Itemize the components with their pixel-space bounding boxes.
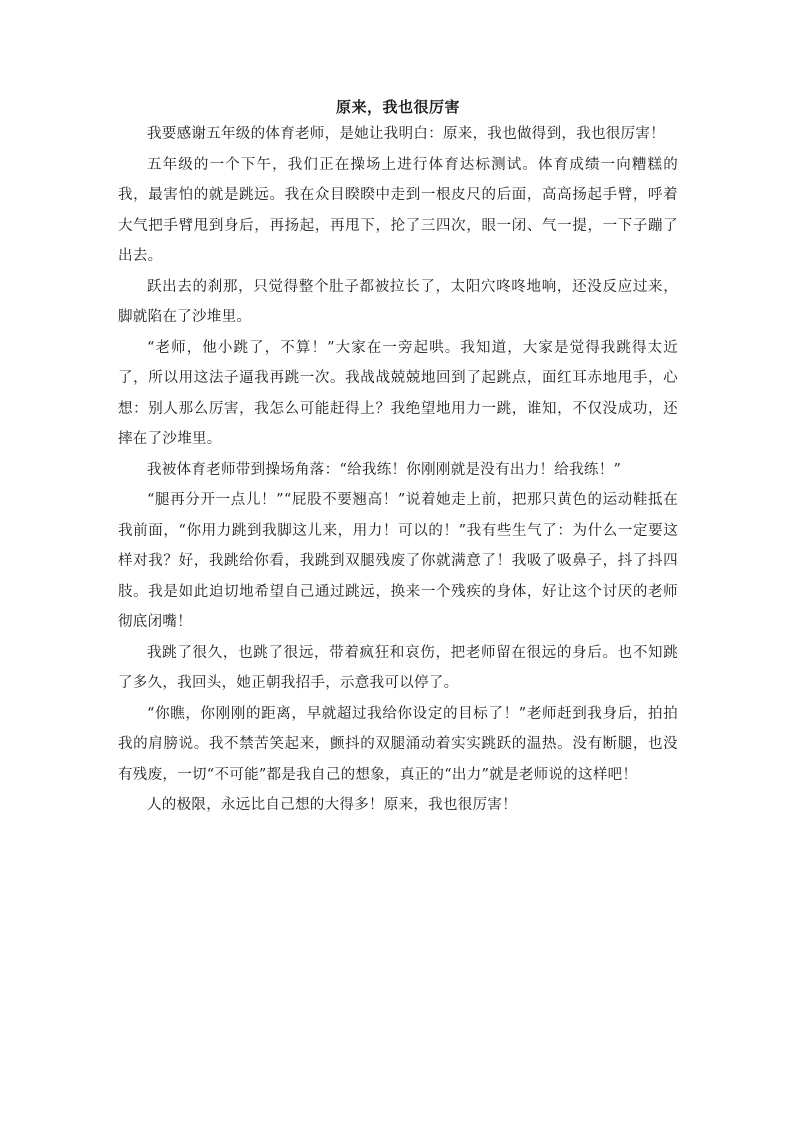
essay-title: 原来，我也很厉害 [335, 98, 460, 116]
paragraph-8: “你瞧，你刚刚的距离，早就超过我给你设定的目标了！”老师赶到我身后，拍拍我的肩膀说。我不禁苦笑起来，颤抖的双腿涌动着实实跳跃的温热。没有断腿，也没有残废，一切“不可能”都是我自己的想象，真正的“出力”就是老师说的这样吧！ [118, 705, 678, 783]
paragraph-2: 五年级的一个下午，我们正在操场上进行体育达标测试。体育成绩一向糟糕的我，最害怕的就是跳远。我在众目睽睽中走到一根皮尺的后面，高高扬起手臂，呼着大气把手臂甩到身后，再扬起，再甩下，抡了三四次，眼一闭、气一提，一下子蹦了出去。 [118, 156, 678, 264]
paragraph-7: 我跳了很久，也跳了很远，带着疯狂和哀伤，把老师留在很远的身后。也不知跳了多久，我回头，她正朝我招手，示意我可以停了。 [118, 644, 678, 691]
paragraph-1: 我要感谢五年级的体育老师，是她让我明白：原来，我也做得到，我也很厉害！ [147, 126, 665, 142]
paragraph-4: “老师，他小跳了，不算！”大家在一旁起哄。我知道，大家是觉得我跳得太近了，所以用这法子逼我再跳一次。我战战兢兢地回到了起跳点，面红耳赤地甩手，心想：别人那么厉害，我怎么可能赶得上？我绝望地用力一跳，谁知，不仅没成功，还摔在了沙堆里。 [118, 339, 678, 447]
paragraph-3: 跃出去的刹那，只觉得整个肚子都被拉长了，太阳穴咚咚地响，还没反应过来，脚就陷在了沙堆里。 [118, 278, 678, 325]
paragraph-9: 人的极限，永远比自己想的大得多！原来，我也很厉害！ [147, 797, 517, 813]
paragraph-5: 我被体育老师带到操场角落：“给我练！你刚刚就是没有出力！给我练！” [147, 461, 622, 478]
essay-body [118, 95, 678, 821]
paragraph-6: “腿再分开一点儿！”“屁股不要翘高！”说着她走上前，把那只黄色的运动鞋抵在我前面，“你用力跳到我脚这儿来，用力！可以的！”我有些生气了：为什么一定要这样对我？好，我跳给你看，我跳到双腿残废了你就满意了！我吸了吸鼻子，抖了抖四肢。我是如此迫切地希望自己通过跳远，换来一个残疾的身体，好让这个讨厌的老师彻底闭嘴！ [118, 492, 678, 630]
